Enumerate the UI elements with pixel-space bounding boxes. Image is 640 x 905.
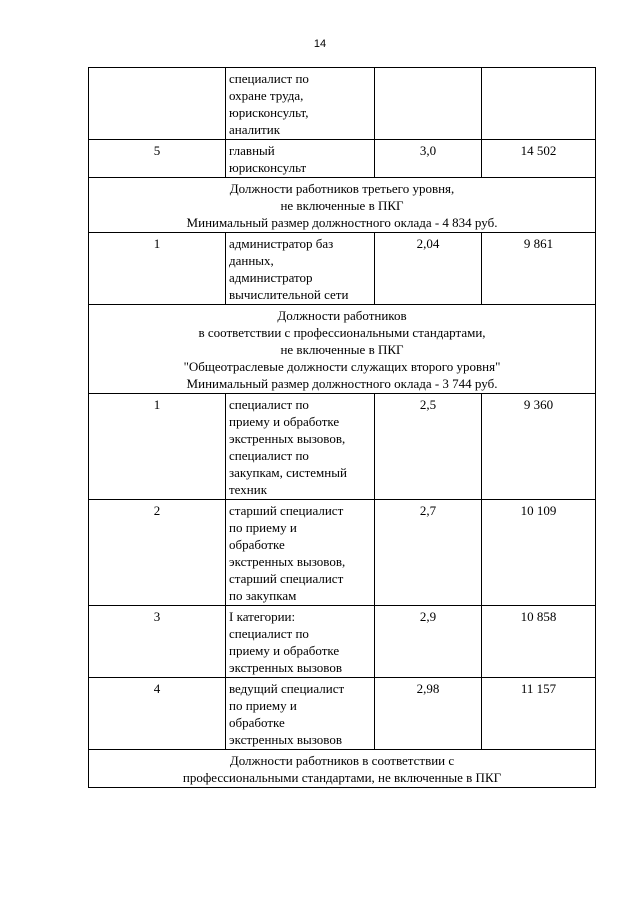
section-header-line: в соответствии с профессиональными стандартами, xyxy=(198,325,486,340)
table-row xyxy=(89,233,596,305)
position-name-line: специалист по xyxy=(229,448,309,463)
row-number-cell: 2 xyxy=(89,500,226,606)
row-number-cell: 4 xyxy=(89,678,226,750)
section-header-line: не включенные в ПКГ xyxy=(280,342,404,357)
table-section-header-row xyxy=(89,750,596,788)
position-name-line: обработке xyxy=(229,537,285,552)
salary-cell xyxy=(482,68,596,140)
section-header-line: профессиональными стандартами, не включенные в ПКГ xyxy=(182,770,502,785)
position-name-line: администратор xyxy=(229,270,313,285)
position-name-cell xyxy=(226,394,375,500)
salary-cell: 10 109 xyxy=(482,500,596,606)
table-row xyxy=(89,500,596,606)
position-name-line: по приему и xyxy=(229,520,297,535)
salary-cell: 9 360 xyxy=(482,394,596,500)
position-name-line: главный xyxy=(229,143,275,158)
position-name-line: данных, xyxy=(229,253,274,268)
page-number: 14 xyxy=(313,38,327,50)
position-name-line: техник xyxy=(229,482,268,497)
row-number-cell: 5 xyxy=(89,140,226,178)
position-name-line: по приему и xyxy=(229,698,297,713)
table-row xyxy=(89,606,596,678)
position-name-line: приему и обработке xyxy=(229,643,340,658)
row-number-cell: 1 xyxy=(89,233,226,305)
position-name-line: юрисконсульт, xyxy=(229,105,309,120)
position-name-line: старший специалист xyxy=(229,571,344,586)
coefficient-cell: 2,9 xyxy=(375,606,482,678)
salary-cell: 10 858 xyxy=(482,606,596,678)
coefficient-cell: 2,5 xyxy=(375,394,482,500)
position-name-line: специалист по xyxy=(229,626,309,641)
section-header-line: Минимальный размер должностного оклада - 4 834 руб. xyxy=(186,215,498,230)
position-name-line: закупкам, системный xyxy=(229,465,347,480)
position-name-line: ведущий специалист xyxy=(229,681,345,696)
position-name-line: юрисконсульт xyxy=(229,160,307,175)
position-name-line: экстренных вызовов, xyxy=(229,554,346,569)
section-header-cell xyxy=(89,178,596,233)
salary-table xyxy=(88,67,596,788)
section-header-cell xyxy=(89,305,596,394)
position-name-cell xyxy=(226,68,375,140)
position-name-line: обработке xyxy=(229,715,285,730)
position-name-line: вычислительной сети xyxy=(229,287,349,302)
row-number-cell: 1 xyxy=(89,394,226,500)
salary-cell: 11 157 xyxy=(482,678,596,750)
coefficient-cell: 3,0 xyxy=(375,140,482,178)
table-row xyxy=(89,394,596,500)
salary-cell: 14 502 xyxy=(482,140,596,178)
section-header-line: "Общеотраслевые должности служащих второго уровня" xyxy=(183,359,501,374)
position-name-line: приему и обработке xyxy=(229,414,340,429)
position-name-line: экстренных вызовов xyxy=(229,732,342,747)
table-row xyxy=(89,678,596,750)
position-name-cell xyxy=(226,233,375,305)
position-name-line: экстренных вызовов xyxy=(229,660,342,675)
table-section-header-row xyxy=(89,178,596,233)
section-header-line: Должности работников xyxy=(277,308,407,323)
table-row xyxy=(89,140,596,178)
position-name-line: аналитик xyxy=(229,122,281,137)
coefficient-cell: 2,04 xyxy=(375,233,482,305)
table-body xyxy=(89,68,596,788)
position-name-line: охране труда, xyxy=(229,88,304,103)
section-header-line: Должности работников третьего уровня, xyxy=(229,181,455,196)
row-number-cell xyxy=(89,68,226,140)
section-header-line: Минимальный размер должностного оклада - 3 744 руб. xyxy=(186,376,498,391)
salary-cell: 9 861 xyxy=(482,233,596,305)
position-name-line: по закупкам xyxy=(229,588,297,603)
position-name-cell xyxy=(226,606,375,678)
position-name-line: экстренных вызовов, xyxy=(229,431,346,446)
row-number-cell: 3 xyxy=(89,606,226,678)
coefficient-cell xyxy=(375,68,482,140)
position-name-line: специалист по xyxy=(229,71,309,86)
table-row xyxy=(89,68,596,140)
section-header-cell xyxy=(89,750,596,788)
position-name-line: специалист по xyxy=(229,397,309,412)
position-name-cell xyxy=(226,140,375,178)
position-name-cell xyxy=(226,678,375,750)
position-name-line: старший специалист xyxy=(229,503,344,518)
coefficient-cell: 2,7 xyxy=(375,500,482,606)
section-header-line: не включенные в ПКГ xyxy=(280,198,404,213)
position-name-cell xyxy=(226,500,375,606)
position-name-line: I категории: xyxy=(229,609,296,624)
coefficient-cell: 2,98 xyxy=(375,678,482,750)
table-section-header-row xyxy=(89,305,596,394)
position-name-line: администратор баз xyxy=(229,236,334,251)
section-header-line: Должности работников в соответствии с xyxy=(229,753,455,768)
